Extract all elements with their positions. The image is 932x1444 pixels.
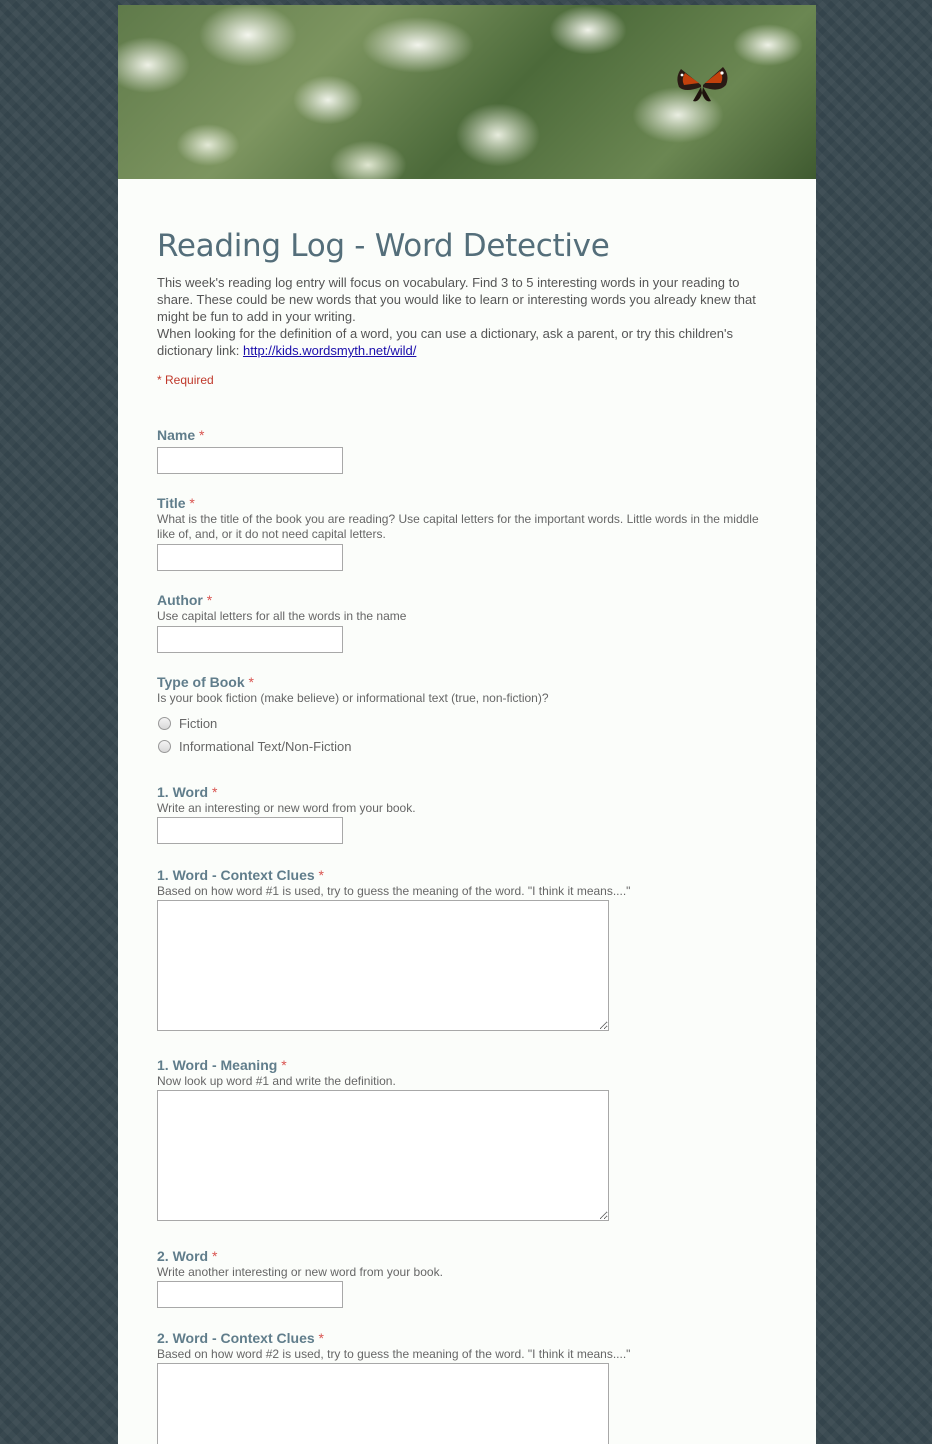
label-text: Author	[157, 592, 203, 608]
required-star: *	[199, 427, 205, 443]
word-2-input[interactable]	[157, 1281, 343, 1308]
required-star: *	[281, 1057, 287, 1073]
label-text: Type of Book	[157, 674, 245, 690]
description-dictionary-text: When looking for the definition of a word, you can use a dictionary, ask a parent, or try this children's dictionary link:	[157, 326, 733, 358]
radio-button[interactable]	[158, 717, 171, 730]
question-label	[157, 494, 777, 512]
radio-option-informational[interactable]	[157, 735, 777, 758]
question-help: Use capital letters for all the words in the name	[157, 609, 407, 623]
radio-label: Fiction	[179, 716, 218, 731]
required-star: *	[189, 495, 195, 511]
question-word-2-context	[157, 1329, 777, 1444]
description-dictionary-note	[157, 325, 777, 359]
name-input[interactable]	[157, 447, 343, 474]
question-title	[157, 494, 777, 571]
label-text: 1. Word - Context Clues	[157, 867, 315, 883]
word-2-context-textarea[interactable]	[157, 1363, 609, 1444]
question-label	[157, 591, 777, 609]
question-help: Write an interesting or new word from your book.	[157, 801, 416, 815]
word-1-input[interactable]	[157, 817, 343, 844]
question-word-1	[157, 783, 777, 844]
label-text: Title	[157, 495, 186, 511]
question-label	[157, 1247, 777, 1265]
radio-option-fiction[interactable]	[157, 712, 777, 735]
question-label	[157, 1056, 777, 1074]
word-1-meaning-textarea[interactable]	[157, 1090, 609, 1221]
description-paragraph: This week's reading log entry will focus on vocabulary. Find 3 to 5 interesting words in your reading to share. These could be new words that you would like to learn or interesting words you already knew that might be fun to add in your writing.	[157, 275, 756, 324]
form-card	[118, 5, 816, 1444]
dictionary-link[interactable]: http://kids.wordsmyth.net/wild/	[242, 343, 417, 358]
required-star: *	[211, 784, 218, 800]
form-title: Reading Log - Word Detective	[157, 228, 610, 264]
form-description	[157, 274, 777, 359]
word-1-context-textarea[interactable]	[157, 900, 609, 1031]
question-help: Write another interesting or new word from your book.	[157, 1265, 443, 1279]
title-input[interactable]	[157, 544, 343, 571]
question-label	[157, 673, 777, 691]
question-help: What is the title of the book you are reading? Use capital letters for the important words. Little words in the middle like of, and, or it do not need capital letters.	[157, 512, 759, 541]
required-star: *	[206, 592, 213, 608]
question-help: Based on how word #1 is used, try to guess the meaning of the word. "I think it means...."	[157, 884, 631, 898]
question-help: Based on how word #2 is used, try to guess the meaning of the word. "I think it means...."	[157, 1347, 631, 1361]
required-star: *	[318, 867, 324, 883]
question-author	[157, 591, 777, 653]
label-text: 2. Word - Context Clues	[157, 1330, 315, 1346]
label-text: 2. Word	[157, 1248, 209, 1264]
required-star: *	[318, 1330, 324, 1346]
label-text: 1. Word - Meaning	[157, 1057, 278, 1073]
question-help: Now look up word #1 and write the definition.	[157, 1074, 396, 1088]
question-help: Is your book fiction (make believe) or informational text (true, non-fiction)?	[157, 691, 549, 705]
question-type-of-book	[157, 673, 777, 758]
question-word-1-meaning	[157, 1056, 777, 1221]
question-label	[157, 783, 777, 801]
header-banner-image	[118, 5, 816, 179]
question-name	[157, 426, 777, 474]
question-label	[157, 1329, 777, 1347]
butterfly-icon	[673, 63, 731, 107]
required-note: * Required	[157, 373, 214, 387]
question-label	[157, 866, 777, 884]
required-star: *	[211, 1248, 218, 1264]
label-text: Name	[157, 427, 196, 443]
question-label	[157, 426, 777, 444]
author-input[interactable]	[157, 626, 343, 653]
radio-button[interactable]	[158, 740, 171, 753]
question-word-1-context	[157, 866, 777, 1031]
radio-label: Informational Text/Non-Fiction	[179, 739, 352, 754]
required-star: *	[248, 674, 254, 690]
label-text: 1. Word	[157, 784, 209, 800]
question-word-2	[157, 1247, 777, 1308]
